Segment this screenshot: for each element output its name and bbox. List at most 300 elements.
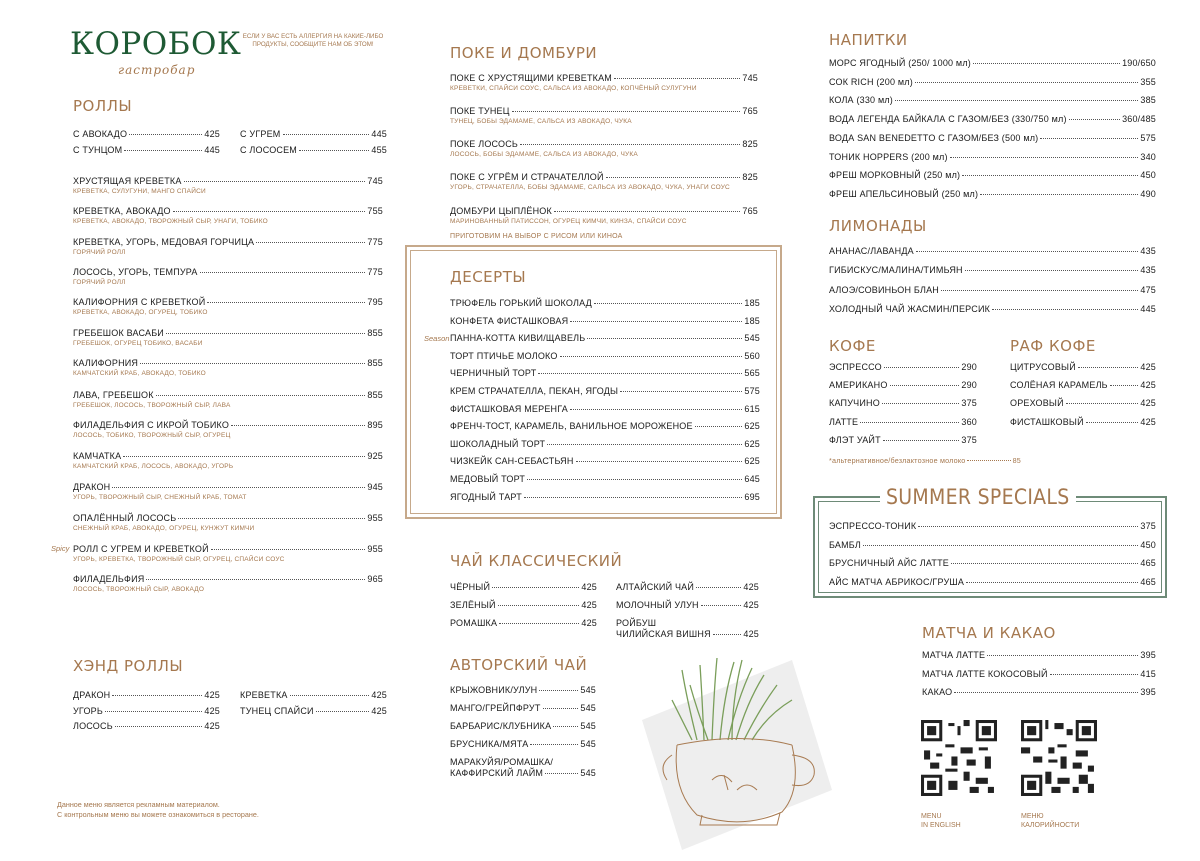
item-name: ЛАТТЕ (829, 416, 859, 427)
item-name: ФИЛАДЕЛЬФИЯ С ИКРОЙ ТОБИКО (73, 420, 230, 430)
item-name: МЕДОВЫЙ ТОРТ (450, 474, 526, 484)
coffee-item (829, 362, 977, 374)
leader-dots (166, 333, 365, 334)
item-name: МАТЧА ЛАТТЕ КОКОСОВЫЙ (922, 668, 1048, 679)
leader-dots (512, 111, 741, 112)
item-price: 575 (1140, 132, 1156, 143)
item-price: 560 (744, 350, 760, 361)
item-name: ХОЛОДНЫЙ ЧАЙ ЖАСМИН/ПЕРСИК (829, 303, 991, 314)
item-description: ЛОСОСЬ, ТОБИКО, ТВОРОЖНЫЙ СЫР, ОГУРЕЦ (73, 432, 231, 439)
leader-dots (520, 144, 740, 145)
item-name: РОЛЛ С УГРЕМ И КРЕВЕТКОЙ (73, 544, 209, 554)
item-price: 755 (367, 206, 383, 216)
leader-dots (184, 181, 366, 182)
qr-english-label: MENU IN ENGLISH (921, 813, 961, 829)
item-name: ТУНЕЦ СПАЙСИ (240, 706, 314, 716)
item-name: КАЛИФОРНИЯ (73, 358, 139, 368)
roll-item (73, 145, 220, 157)
hand-roll-item (240, 706, 387, 718)
leader-dots (614, 78, 740, 79)
brand-logo (70, 26, 242, 77)
item-name: ФИСТАШКОВАЯ МЕРЕНГА (450, 403, 568, 414)
item-name: ШОКОЛАДНЫЙ ТОРТ (450, 438, 546, 449)
qr-calories-icon[interactable] (1021, 720, 1097, 796)
item-name: ФИЛАДЕЛЬФИЯ (73, 574, 145, 584)
roll-item (73, 513, 383, 532)
item-price: 465 (1140, 558, 1156, 569)
leader-dots (105, 711, 202, 712)
leader-dots (547, 444, 742, 445)
allergy-note: ЕСЛИ У ВАС ЕСТЬ АЛЛЕРГИЯ НА КАКИЕ-ЛИБО ПРОДУКТЫ, СООБЩИТЕ НАМ ОБ ЭТОМ! (242, 33, 384, 48)
item-name: КРЕВЕТКА (240, 690, 288, 700)
dessert-item (450, 351, 760, 363)
item-price: 565 (744, 368, 760, 379)
drink-item (829, 58, 1156, 70)
leader-dots (316, 711, 370, 712)
item-name: ПОКЕ ЛОСОСЬ (450, 139, 519, 149)
item-price: 895 (367, 420, 383, 430)
plant-pot-illustration (642, 640, 832, 850)
item-name: ПОКЕ С ХРУСТЯЩИМИ КРЕВЕТКАМ (450, 73, 613, 83)
hand-roll-item (73, 690, 220, 702)
leader-dots (941, 290, 1138, 291)
item-name: ДОМБУРИ ЦЫПЛЁНОК (450, 206, 552, 216)
leader-dots (554, 211, 740, 212)
item-name: ВОДА ЛЕГЕНДА БАЙКАЛА С ГАЗОМ/БЕЗ (330/750 мл) (829, 114, 1067, 125)
item-price: 375 (961, 398, 977, 409)
dessert-item (450, 386, 760, 398)
leader-dots (576, 461, 743, 462)
item-name: ПОКЕ ТУНЕЦ (450, 106, 510, 116)
item-name: БАМБЛ (829, 539, 862, 550)
leader-dots (620, 391, 742, 392)
roll-item (73, 482, 383, 501)
season-tag: Season (424, 334, 450, 343)
summer-item (829, 577, 1156, 589)
tea-item (616, 618, 759, 639)
item-name: КРЕВЕТКА, АВОКАДО (73, 206, 171, 216)
item-price: 375 (961, 434, 977, 445)
leader-dots (966, 582, 1138, 583)
leader-dots (299, 150, 369, 151)
item-name: ЧИЗКЕЙК САН-СЕБАСТЬЯН (450, 456, 574, 467)
leader-dots (1078, 367, 1138, 368)
item-name: БРУСНИКА/МЯТА (450, 739, 529, 749)
item-price: 745 (742, 73, 758, 83)
item-price: 775 (367, 237, 383, 247)
lemonade-item (829, 246, 1156, 258)
item-price: 545 (744, 333, 760, 344)
item-name: ФЛЭТ УАЙТ (829, 434, 881, 445)
leader-dots (1050, 674, 1139, 675)
leader-dots (594, 303, 742, 304)
raf-item (1010, 380, 1156, 392)
leader-dots (211, 549, 366, 550)
leader-dots (962, 175, 1138, 176)
leader-dots (112, 695, 202, 696)
item-price: 360/485 (1122, 114, 1156, 125)
leader-dots (524, 497, 742, 498)
item-price: 450 (1140, 170, 1156, 181)
leader-dots (987, 655, 1138, 656)
leader-dots (156, 395, 366, 396)
item-name: ЛОСОСЬ (73, 721, 113, 731)
item-price: 425 (581, 582, 597, 592)
item-name: БРУСНИЧНЫЙ АЙС ЛАТТЕ (829, 558, 950, 569)
item-description: ЛОСОСЬ, БОБЫ ЭДАМАМЕ, САЛЬСА ИЗ АВОКАДО, ЧУКА (450, 151, 638, 158)
item-name: ОРЕХОВЫЙ (1010, 398, 1064, 409)
leader-dots (492, 587, 579, 588)
roll-item (240, 145, 387, 157)
leader-dots (951, 563, 1138, 564)
item-price: 625 (744, 438, 760, 449)
item-price: 855 (367, 358, 383, 368)
item-name: БАРБАРИС/КЛУБНИКА (450, 721, 552, 731)
leader-dots (146, 579, 365, 580)
matcha-item (922, 687, 1156, 699)
dessert-item (450, 316, 760, 328)
leader-dots (882, 403, 959, 404)
item-description: ГРЕБЕШОК, ЛОСОСЬ, ТВОРОЖНЫЙ СЫР, ЛАВА (73, 402, 231, 409)
leader-dots (140, 363, 365, 364)
hand-roll-item (240, 690, 387, 702)
item-price: 290 (961, 362, 977, 372)
leader-dots (530, 744, 578, 745)
item-name: ЛОСОСЬ, УГОРЬ, ТЕМПУРА (73, 267, 198, 277)
leader-dots (527, 479, 742, 480)
item-price: 425 (1140, 398, 1156, 409)
alt-milk-row: *альтернативное/безлактозное молоко 85 (829, 456, 1021, 465)
item-description: ГОРЯЧИЙ РОЛЛ (73, 249, 126, 256)
summer-title: SUMMER SPECIALS (880, 485, 1076, 509)
leader-dots (560, 356, 743, 357)
item-price: 340 (1140, 151, 1156, 162)
item-description: КРЕВЕТКА, АВОКАДО, ОГУРЕЦ, ТОБИКО (73, 309, 208, 316)
item-description: МАРИНОВАННЫЙ ПАТИССОН, ОГУРЕЦ КИМЧИ, КИНЗА, СПАЙСИ СОУС (450, 218, 687, 225)
coffee-item (829, 380, 977, 392)
item-name: ФРЕШ МОРКОВНЫЙ (250 мл) (829, 170, 961, 181)
lemonade-item (829, 265, 1156, 277)
item-description: КРЕВЕТКА, СУЛУГУНИ, МАНГО СПАЙСИ (73, 188, 206, 195)
leader-dots (1086, 422, 1139, 423)
leader-dots (863, 545, 1138, 546)
item-price: 425 (1140, 380, 1156, 391)
item-price: 545 (580, 768, 596, 778)
leader-dots (545, 773, 578, 774)
item-description: ГРЕБЕШОК, ОГУРЕЦ ТОБИКО, ВАСАБИ (73, 340, 203, 347)
drink-item (829, 170, 1156, 182)
item-price: 425 (1140, 416, 1156, 427)
item-name: АМЕРИКАНО (829, 380, 888, 391)
roll-item (73, 267, 383, 286)
poke-item (450, 139, 758, 158)
dessert-item (450, 492, 760, 504)
item-price: 545 (580, 721, 596, 731)
lemonades-title: ЛИМОНАДЫ (829, 217, 927, 235)
item-price: 575 (744, 386, 760, 396)
item-price: 445 (204, 145, 220, 155)
item-price: 435 (1140, 246, 1156, 256)
roll-item (73, 544, 383, 563)
item-price: 445 (1140, 303, 1156, 314)
item-price: 545 (580, 739, 596, 749)
roll-item (73, 420, 383, 439)
leader-dots (200, 272, 366, 273)
leader-dots (916, 251, 1139, 252)
leader-dots (915, 82, 1138, 83)
item-name: ЧЁРНЫЙ (450, 582, 491, 592)
leader-dots (954, 692, 1138, 693)
item-price: 695 (744, 491, 760, 502)
leader-dots (499, 623, 579, 624)
item-name: КАЛИФОРНИЯ С КРЕВЕТКОЙ (73, 297, 206, 307)
item-description: УГОРЬ, СТРАЧАТЕЛЛА, БОБЫ ЭДАМАМЕ, САЛЬСА ИЗ АВОКАДО, ЧУКА, УНАГИ СОУС (450, 184, 730, 191)
leader-dots (553, 726, 578, 727)
leader-dots (713, 634, 742, 635)
leader-dots (895, 100, 1138, 101)
leader-dots (178, 518, 365, 519)
item-description: СНЕЖНЫЙ КРАБ, АВОКАДО, ОГУРЕЦ, КУНЖУТ КИМЧИ (73, 525, 255, 532)
item-price: 450 (1140, 539, 1156, 550)
item-name: ОПАЛЁННЫЙ ЛОСОСЬ (73, 513, 177, 523)
leader-dots (883, 440, 960, 441)
roll-item (73, 451, 383, 470)
leader-dots (965, 270, 1139, 271)
qr-english-icon[interactable] (921, 720, 997, 796)
matcha-title: МАТЧА И КАКАО (922, 624, 1056, 642)
classic-tea-title: ЧАЙ КЛАССИЧЕСКИЙ (450, 552, 623, 570)
leader-dots (890, 385, 960, 386)
author-tea-item (450, 739, 596, 751)
item-price: 825 (742, 172, 758, 182)
roll-item (73, 129, 220, 141)
roll-item (73, 328, 383, 347)
qr-calories-label: МЕНЮ КАЛОРИЙНОСТИ (1021, 813, 1080, 829)
item-price: 945 (367, 482, 383, 492)
dessert-item (450, 474, 760, 486)
item-name: МОРС ЯГОДНЫЙ (250/ 1000 мл) (829, 58, 971, 68)
item-price: 190/650 (1122, 58, 1156, 68)
item-name: АЛТАЙСКИЙ ЧАЙ (616, 582, 695, 592)
drink-item (829, 152, 1156, 164)
item-price: 425 (581, 600, 597, 610)
item-price: 395 (1140, 650, 1156, 660)
leader-dots (884, 367, 960, 368)
tea-item (450, 582, 597, 594)
item-name: АЛОЭ/СОВИНЬОН БЛАН (829, 284, 939, 295)
item-price: 185 (744, 315, 760, 326)
author-tea-item (450, 757, 596, 778)
item-name: ВОДА SAN BENEDETTO С ГАЗОМ/БЕЗ (500 мл) (829, 132, 1039, 143)
leader-dots (1069, 119, 1120, 120)
dessert-item (450, 439, 760, 451)
item-name: С ТУНЦОМ (73, 145, 123, 155)
item-description: УГОРЬ, КРЕВЕТКА, ТВОРОЖНЫЙ СЫР, ОГУРЕЦ, СПАЙСИ СОУС (73, 556, 285, 563)
item-price: 615 (744, 403, 760, 414)
drink-item (829, 77, 1156, 89)
item-name: КРЫЖОВНИК/УЛУН (450, 685, 538, 695)
item-name: ЯГОДНЫЙ ТАРТ (450, 491, 522, 502)
item-name: ЭСПРЕССО-ТОНИК (829, 521, 917, 531)
drink-item (829, 95, 1156, 107)
leader-dots (1040, 138, 1138, 139)
item-name: АЙС МАТЧА АБРИКОС/ГРУША (829, 576, 965, 587)
drink-item (829, 133, 1156, 145)
item-price: 490 (1140, 188, 1156, 199)
lemonade-item (829, 304, 1156, 316)
raf-item (1010, 417, 1156, 429)
item-price: 385 (1140, 95, 1156, 106)
item-price: 435 (1140, 265, 1156, 276)
item-name: ТРЮФЕЛЬ ГОРЬКИЙ ШОКОЛАД (450, 298, 592, 308)
author-tea-item (450, 703, 596, 715)
item-price: 925 (367, 451, 383, 461)
lemonade-item (829, 285, 1156, 297)
leader-dots (980, 194, 1138, 195)
raf-title: РАФ КОФЕ (1010, 337, 1096, 355)
dessert-item (450, 421, 760, 433)
raf-item (1010, 398, 1156, 410)
item-price: 775 (367, 267, 383, 277)
item-price: 825 (742, 139, 758, 149)
item-price: 855 (367, 390, 383, 400)
item-price: 425 (204, 721, 220, 731)
item-price: 765 (742, 106, 758, 116)
roll-item (73, 358, 383, 377)
leader-dots (256, 242, 365, 243)
item-name: СОЛЁНАЯ КАРАМЕЛЬ (1010, 380, 1108, 391)
leader-dots (701, 605, 742, 606)
author-tea-item (450, 685, 596, 697)
coffee-item (829, 435, 977, 447)
roll-item (73, 297, 383, 316)
item-price: 185 (744, 298, 760, 308)
leader-dots (696, 587, 741, 588)
item-price: 765 (742, 206, 758, 216)
tea-item (616, 582, 759, 594)
item-price: 645 (744, 474, 760, 484)
brand-tagline: гастробар (118, 63, 196, 77)
poke-item (450, 106, 758, 125)
dessert-item (450, 298, 760, 310)
drink-item (829, 189, 1156, 201)
desserts-title: ДЕСЕРТЫ (450, 268, 527, 286)
leader-dots (1110, 385, 1139, 386)
item-price: 425 (743, 629, 759, 639)
item-price: 955 (367, 513, 383, 523)
coffee-item (829, 417, 977, 429)
item-price: 425 (204, 129, 220, 139)
item-name: ФРЕШ АПЕЛЬСИНОВЫЙ (250 мл) (829, 188, 979, 199)
item-price: 475 (1140, 284, 1156, 295)
item-description: ЛОСОСЬ, ТВОРОЖНЫЙ СЫР, АВОКАДО (73, 586, 205, 593)
tea-item (450, 618, 597, 630)
leader-dots (231, 425, 365, 426)
item-price: 395 (1140, 687, 1156, 697)
rolls-title: РОЛЛЫ (73, 97, 133, 115)
item-name: УГОРЬ (73, 706, 103, 716)
item-name: МАРАКУЙЯ/РОМАШКА/ (450, 757, 554, 767)
item-name: С АВОКАДО (73, 129, 128, 139)
item-name: ЭСПРЕССО (829, 362, 882, 372)
hand-rolls-title: ХЭНД РОЛЛЫ (73, 657, 184, 675)
leader-dots (124, 150, 202, 151)
leader-dots (290, 695, 370, 696)
leader-dots (538, 373, 742, 374)
leader-dots (129, 134, 202, 135)
coffee-item (829, 398, 977, 410)
item-price: 745 (367, 176, 383, 186)
item-description: КАМЧАТСКИЙ КРАБ, АВОКАДО, ТОБИКО (73, 370, 206, 377)
leader-dots (918, 526, 1138, 527)
leader-dots (173, 211, 366, 212)
roll-item (73, 206, 383, 225)
item-name: ГРЕБЕШОК ВАСАБИ (73, 328, 164, 338)
item-name: МОЛОЧНЫЙ УЛУН (616, 600, 699, 610)
item-price: 415 (1140, 668, 1156, 679)
leader-dots (543, 708, 579, 709)
item-price: 290 (961, 380, 977, 391)
item-price: 445 (371, 129, 387, 139)
leader-dots (283, 134, 370, 135)
leader-dots (1066, 403, 1139, 404)
item-description: ГОРЯЧИЙ РОЛЛ (73, 279, 126, 286)
dessert-item (450, 333, 760, 345)
item-price: 625 (744, 456, 760, 467)
leader-dots (207, 302, 365, 303)
matcha-item (922, 650, 1156, 662)
item-name: ТОНИК HOPPERS (200 мл) (829, 151, 948, 162)
item-name: ХРУСТЯЩАЯ КРЕВЕТКА (73, 176, 182, 186)
roll-item (73, 176, 383, 195)
leader-dots (112, 487, 365, 488)
item-name: ФРЕНЧ-ТОСТ, КАРАМЕЛЬ, ВАНИЛЬНОЕ МОРОЖЕНОЕ (450, 421, 693, 432)
item-name: АНАНАС/ЛАВАНДА (829, 246, 914, 256)
dessert-item (450, 368, 760, 380)
poke-item (450, 172, 758, 191)
leader-dots (587, 338, 742, 339)
item-name: ЧИЛИЙСКАЯ ВИШНЯ (616, 629, 711, 639)
item-name: СОК RICH (200 мл) (829, 76, 913, 87)
item-price: 355 (1140, 76, 1156, 87)
item-name: ЗЕЛЁНЫЙ (450, 600, 496, 610)
leader-dots (860, 422, 959, 423)
leader-dots (950, 157, 1139, 158)
hand-roll-item (73, 706, 220, 718)
item-price: 465 (1140, 576, 1156, 587)
item-name: ДРАКОН (73, 690, 111, 700)
item-name: ПОКЕ С УГРЁМ И СТРАЧАТЕЛЛОЙ (450, 172, 604, 182)
item-name: КАКАО (922, 687, 953, 697)
item-name: РОЙБУШ (616, 618, 657, 628)
roll-item (73, 390, 383, 409)
author-tea-title: АВТОРСКИЙ ЧАЙ (450, 656, 588, 674)
leader-dots (539, 690, 578, 691)
drink-item (829, 114, 1156, 126)
leader-dots (570, 321, 742, 322)
item-price: 425 (743, 600, 759, 610)
coffee-title: КОФЕ (829, 337, 876, 355)
item-price: 545 (580, 703, 596, 713)
item-name: ТОРТ ПТИЧЬЕ МОЛОКО (450, 350, 558, 361)
item-name: КАПУЧИНО (829, 398, 880, 409)
tea-item (616, 600, 759, 612)
item-price: 425 (581, 618, 597, 628)
item-name: ФИСТАШКОВЫЙ (1010, 416, 1084, 427)
leader-dots (992, 309, 1138, 310)
item-price: 360 (961, 416, 977, 427)
poke-note: ПРИГОТОВИМ НА ВЫБОР С РИСОМ ИЛИ КИНОА (450, 233, 623, 240)
